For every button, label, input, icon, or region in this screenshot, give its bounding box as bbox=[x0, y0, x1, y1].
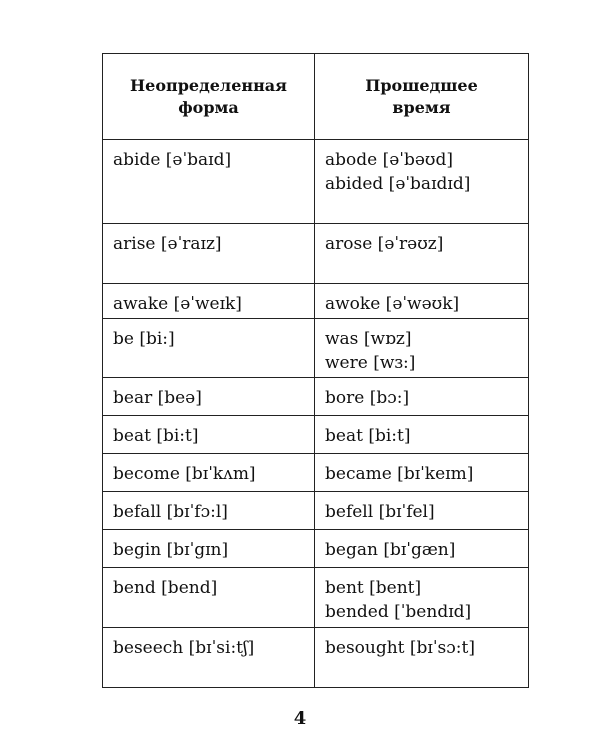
infinitive-text: begin [bɪˈgɪn] bbox=[113, 540, 229, 560]
past-text: besought [bɪˈsɔ:t] bbox=[325, 638, 475, 658]
past-text: abode [əˈbəʊd] bbox=[325, 150, 453, 170]
table-row bbox=[103, 378, 529, 416]
past-text: was [wɒz] bbox=[325, 329, 412, 349]
infinitive-text: become [bɪˈkʌm] bbox=[113, 464, 256, 484]
past-cell bbox=[315, 224, 529, 284]
past-cell bbox=[315, 140, 529, 224]
past-text: befell [bɪˈfel] bbox=[325, 502, 435, 522]
past-cell bbox=[315, 319, 529, 378]
infinitive-cell bbox=[103, 454, 315, 492]
table-row bbox=[103, 492, 529, 530]
table-row bbox=[103, 224, 529, 284]
past-text: beat [bi:t] bbox=[325, 426, 411, 446]
infinitive-text: awake [əˈweɪk] bbox=[113, 294, 242, 314]
infinitive-cell bbox=[103, 530, 315, 568]
infinitive-text: bear [beə] bbox=[113, 388, 202, 408]
past-text: bended [ˈbendɪd] bbox=[325, 602, 472, 622]
table-row bbox=[103, 140, 529, 224]
infinitive-cell bbox=[103, 628, 315, 688]
past-text: awoke [əˈwəʊk] bbox=[325, 294, 460, 314]
past-text: abided [əˈbaɪdɪd] bbox=[325, 174, 471, 194]
past-cell bbox=[315, 454, 529, 492]
infinitive-text: abide [əˈbaɪd] bbox=[113, 150, 232, 170]
infinitive-text: beseech [bɪˈsi:tʃ] bbox=[113, 638, 255, 658]
past-text: were [wɜ:] bbox=[325, 353, 416, 373]
header-past-line1: Прошедшее bbox=[365, 75, 478, 95]
infinitive-cell bbox=[103, 568, 315, 628]
past-cell bbox=[315, 530, 529, 568]
infinitive-cell bbox=[103, 140, 315, 224]
header-infinitive-line1: Неопределенная bbox=[130, 75, 287, 95]
table-row bbox=[103, 628, 529, 688]
table-header-row bbox=[103, 54, 529, 140]
past-cell bbox=[315, 492, 529, 530]
table-row bbox=[103, 284, 529, 319]
table-row bbox=[103, 319, 529, 378]
past-text: began [bɪˈgæn] bbox=[325, 540, 456, 560]
infinitive-cell bbox=[103, 416, 315, 454]
header-infinitive-form bbox=[103, 54, 315, 140]
past-cell bbox=[315, 284, 529, 319]
past-cell bbox=[315, 416, 529, 454]
table-row bbox=[103, 454, 529, 492]
header-past-line2: время bbox=[392, 97, 451, 117]
infinitive-cell bbox=[103, 224, 315, 284]
irregular-verbs-table bbox=[102, 53, 529, 688]
past-text: arose [əˈrəʊz] bbox=[325, 234, 444, 254]
table-row bbox=[103, 416, 529, 454]
infinitive-cell bbox=[103, 284, 315, 319]
infinitive-text: beat [bi:t] bbox=[113, 426, 199, 446]
past-cell bbox=[315, 628, 529, 688]
infinitive-cell bbox=[103, 319, 315, 378]
past-cell bbox=[315, 568, 529, 628]
infinitive-cell bbox=[103, 492, 315, 530]
infinitive-cell bbox=[103, 378, 315, 416]
infinitive-text: arise [əˈraɪz] bbox=[113, 234, 222, 254]
page-number: 4 bbox=[293, 708, 307, 729]
past-text: bore [bɔ:] bbox=[325, 388, 410, 408]
table-row bbox=[103, 530, 529, 568]
header-infinitive-line2: форма bbox=[178, 97, 239, 117]
past-cell bbox=[315, 378, 529, 416]
table-row bbox=[103, 568, 529, 628]
past-text: bent [bent] bbox=[325, 578, 422, 598]
infinitive-text: be [bi:] bbox=[113, 329, 175, 349]
past-text: became [bɪˈkeɪm] bbox=[325, 464, 474, 484]
infinitive-text: befall [bɪˈfɔ:l] bbox=[113, 502, 228, 522]
header-past-tense bbox=[315, 54, 529, 140]
infinitive-text: bend [bend] bbox=[113, 578, 218, 598]
